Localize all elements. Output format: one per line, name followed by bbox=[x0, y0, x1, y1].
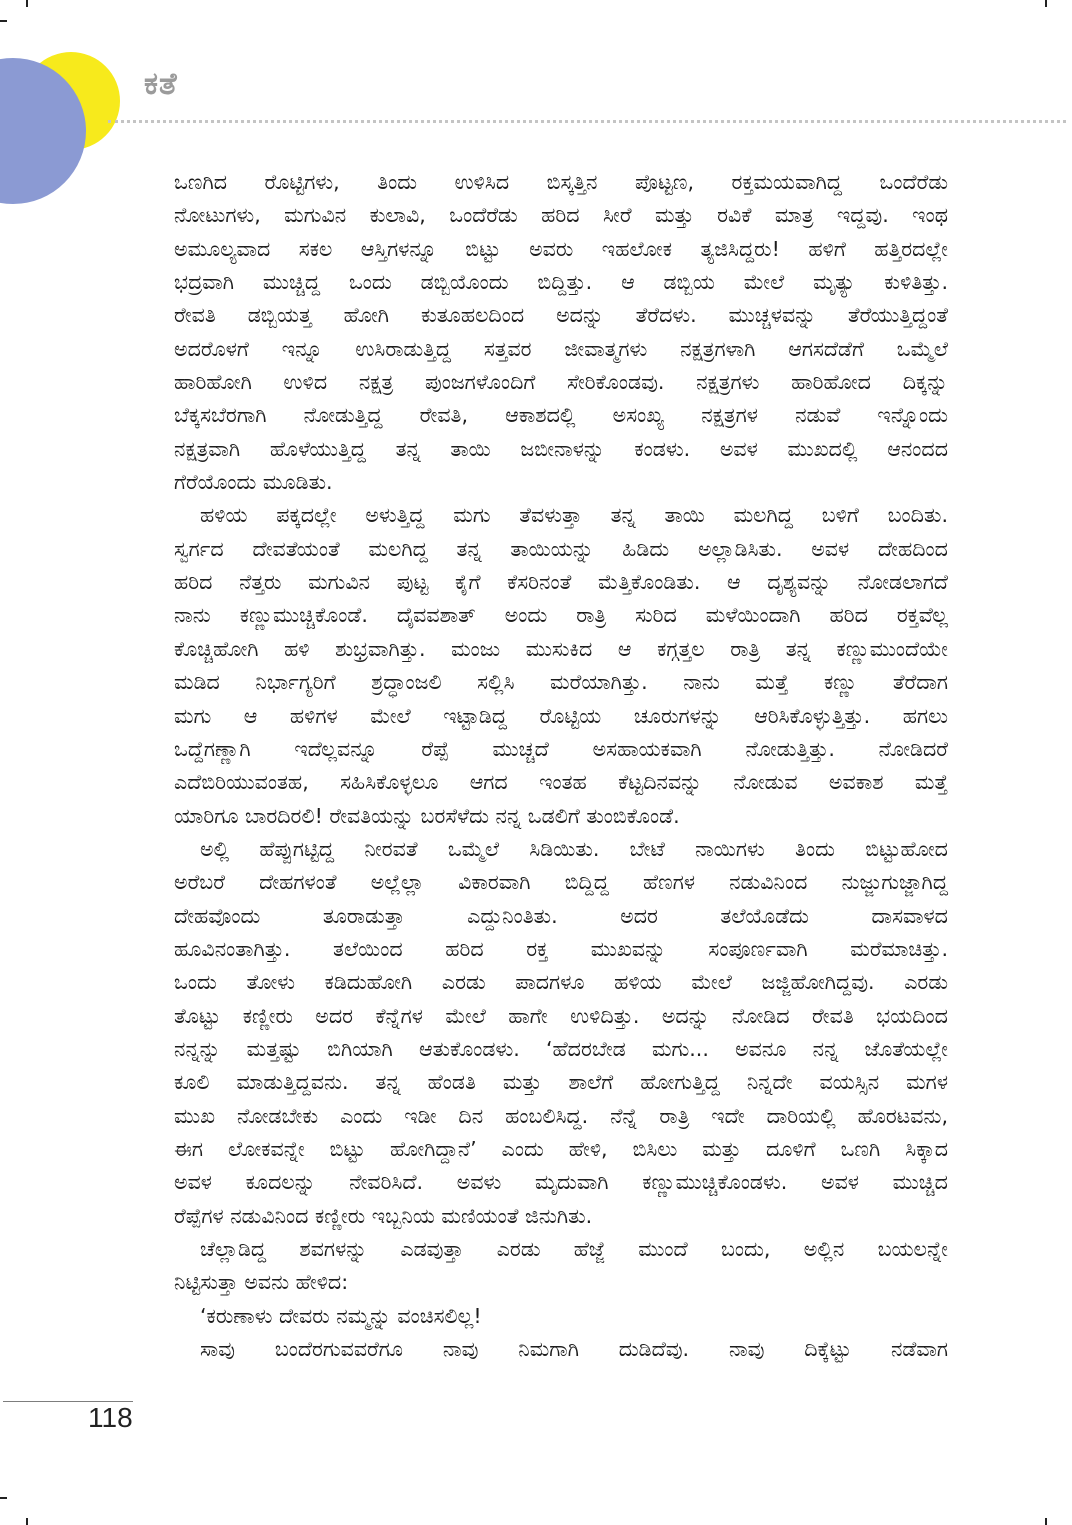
text-line: ಮಡಿದ ನಿರ್ಭಾಗ್ಯರಿಗೆ ಶ್ರದ್ಧಾಂಜಲಿ ಸಲ್ಲಿಸಿ ಮರೆಯಾಗಿತ್ತು. ನಾನು ಮತ್ತೆ ಕಣ್ಣು ತೆರೆದಾಗ bbox=[174, 670, 948, 695]
crop-mark-left-top bbox=[0, 20, 7, 22]
text-line: ರೆಪ್ಪೆಗಳ ನಡುವಿನಿಂದ ಕಣ್ಣೀರು ಇಬ್ಬನಿಯ ಮಣಿಯಂತೆ ಜಿನುಗಿತು. bbox=[174, 1203, 593, 1228]
text-line: ನಾನು ಕಣ್ಣುಮುಚ್ಚಿಕೊಂಡೆ. ದೈವವಶಾತ್ ಅಂದು ರಾತ್ರಿ ಸುರಿದ ಮಳೆಯಿಂದಾಗಿ ಹರಿದ ರಕ್ತವೆಲ್ಲ bbox=[174, 603, 948, 628]
crop-mark-top-left bbox=[26, 0, 28, 7]
text-line: ನಿಟ್ಟಿಸುತ್ತಾ ಅವನು ಹೇಳಿದ: bbox=[174, 1270, 349, 1295]
text-line: ದೇಹವೊಂದು ತೂರಾಡುತ್ತಾ ಎದ್ದುನಿಂತಿತು. ಅದರ ತಲೆಯೊಡೆದು ದಾಸವಾಳದ bbox=[174, 903, 948, 928]
text-line: ಯಾರಿಗೂ ಬಾರದಿರಲಿ! ರೇವತಿಯನ್ನು ಬರಸೆಳೆದು ನನ್ನ ಒಡಲಿಗೆ ತುಂಬಿಕೊಂಡೆ. bbox=[174, 803, 680, 828]
crop-mark-bottom-left bbox=[26, 1518, 28, 1525]
text-line: ಅದರೊಳಗೆ ಇನ್ನೂ ಉಸಿರಾಡುತ್ತಿದ್ದ ಸತ್ತವರ ಜೀವಾತ್ಮಗಳು ನಕ್ಷತ್ರಗಳಾಗಿ ಆಗಸದೆಡೆಗೆ ಒಮ್ಮೆಲೆ bbox=[174, 336, 948, 361]
text-line: ಚೆಲ್ಲಾಡಿದ್ದ ಶವಗಳನ್ನು ಎಡವುತ್ತಾ ಎರಡು ಹೆಜ್ಜೆ ಮುಂದೆ ಬಂದು, ಅಲ್ಲಿನ ಬಯಲನ್ನೇ bbox=[200, 1237, 948, 1261]
text-line: ತೊಟ್ಟು ಕಣ್ಣೀರು ಅದರ ಕೆನ್ನೆಗಳ ಮೇಲೆ ಹಾಗೇ ಉಳಿದಿತ್ತು. ಅದನ್ನು ನೋಡಿದ ರೇವತಿ ಭಯದಿಂದ bbox=[174, 1003, 948, 1028]
text-line: ಭದ್ರವಾಗಿ ಮುಚ್ಚಿದ್ದ ಒಂದು ಡಬ್ಬಿಯೊಂದು ಬಿದ್ದಿತ್ತು. ಆ ಡಬ್ಬಿಯ ಮೇಲೆ ಮೃತ್ಯು ಕುಳಿತಿತ್ತು. bbox=[174, 270, 948, 295]
page-number: 118 bbox=[88, 1402, 133, 1433]
text-line: ನನ್ನನ್ನು ಮತ್ತಷ್ಟು ಬಿಗಿಯಾಗಿ ಆತುಕೊಂಡಳು. ‘ಹೆದರಬೇಡ ಮಗು... ಅವನೂ ನನ್ನ ಜೊತೆಯಲ್ಲೇ bbox=[174, 1036, 948, 1061]
text-line: ರೇವತಿ ಡಬ್ಬಿಯತ್ತ ಹೋಗಿ ಕುತೂಹಲದಿಂದ ಅದನ್ನು ತೆರೆದಳು. ಮುಚ್ಚಳವನ್ನು ತೆರೆಯುತ್ತಿದ್ದಂತೆ bbox=[174, 303, 948, 328]
text-line: ಒದ್ದೆಗಣ್ಣಾಗಿ ಇದೆಲ್ಲವನ್ನೂ ರೆಪ್ಪೆ ಮುಚ್ಚದೆ ಅಸಹಾಯಕವಾಗಿ ನೋಡುತ್ತಿತ್ತು. ನೋಡಿದರೆ bbox=[174, 736, 948, 761]
text-line: ಅರೆಬರೆ ದೇಹಗಳಂತೆ ಅಲ್ಲೆಲ್ಲಾ ವಿಕಾರವಾಗಿ ಬಿದ್ದಿದ್ದ ಹೆಣಗಳ ನಡುವಿನಿಂದ ನುಜ್ಜುಗುಜ್ಜಾಗಿದ್ದ bbox=[174, 870, 948, 895]
text-line: ಅವಳ ಕೂದಲನ್ನು ನೇವರಿಸಿದೆ. ಅವಳು ಮೃದುವಾಗಿ ಕಣ್ಣುಮುಚ್ಚಿಕೊಂಡಳು. ಅವಳ ಮುಚ್ಚಿದ bbox=[174, 1170, 948, 1195]
text-line: ‘ಕರುಣಾಳು ದೇವರು ನಮ್ಮನ್ನು ವಂಚಿಸಲಿಲ್ಲ! bbox=[200, 1303, 482, 1328]
story-text bbox=[174, 166, 948, 1366]
text-line: ಎದೆಬಿರಿಯುವಂತಹ, ಸಹಿಸಿಕೊಳ್ಳಲೂ ಆಗದ ಇಂತಹ ಕೆಟ್ಟದಿನವನ್ನು ನೋಡುವ ಅವಕಾಶ ಮತ್ತೆ bbox=[174, 770, 948, 795]
crop-mark-bottom-right bbox=[1045, 1518, 1047, 1525]
text-line: ಮುಖ ನೋಡಬೇಕು ಎಂದು ಇಡೀ ದಿನ ಹಂಬಲಿಸಿದ್ದ. ನೆನ್ನೆ ರಾತ್ರಿ ಇದೇ ದಾರಿಯಲ್ಲಿ ಹೊರಟವನು, bbox=[174, 1103, 948, 1128]
text-line: ಕೊಚ್ಚಿಹೋಗಿ ಹಳಿ ಶುಭ್ರವಾಗಿತ್ತು. ಮಂಜು ಮುಸುಕಿದ ಆ ಕಗ್ಗತ್ತಲ ರಾತ್ರಿ ತನ್ನ ಕಣ್ಣುಮುಂದೆಯೇ bbox=[174, 636, 948, 661]
crop-mark-left-bottom bbox=[0, 1497, 7, 1499]
text-line: ಬೆಕ್ಕಸಬೆರಗಾಗಿ ನೋಡುತ್ತಿದ್ದ ರೇವತಿ, ಆಕಾಶದಲ್ಲಿ ಅಸಂಖ್ಯ ನಕ್ಷತ್ರಗಳ ನಡುವೆ ಇನ್ನೊಂದು bbox=[174, 403, 948, 428]
text-line: ಗೆರೆಯೊಂದು ಮೂಡಿತು. bbox=[174, 470, 333, 495]
text-line: ಒಂದು ತೋಳು ಕಡಿದುಹೋಗಿ ಎರಡು ಪಾದಗಳೂ ಹಳಿಯ ಮೇಲೆ ಜಜ್ಜಿಹೋಗಿದ್ದವು. ಎರಡು bbox=[174, 970, 948, 995]
text-line: ಅಮೂಲ್ಯವಾದ ಸಕಲ ಆಸ್ತಿಗಳನ್ನೂ ಬಿಟ್ಟು ಅವರು ಇಹಲೋಕ ತ್ಯಜಿಸಿದ್ದರು! ಹಳಿಗೆ ಹತ್ತಿರದಲ್ಲೇ bbox=[174, 236, 948, 261]
text-line: ಈಗ ಲೋಕವನ್ನೇ ಬಿಟ್ಟು ಹೋಗಿದ್ದಾನೆ’ ಎಂದು ಹೇಳಿ, ಬಿಸಿಲು ಮತ್ತು ದೂಳಿಗೆ ಒಣಗಿ ಸಿಕ್ಕಾದ bbox=[174, 1136, 948, 1161]
text-line: ಸ್ವರ್ಗದ ದೇವತೆಯಂತೆ ಮಲಗಿದ್ದ ತನ್ನ ತಾಯಿಯನ್ನು ಹಿಡಿದು ಅಲ್ಲಾಡಿಸಿತು. ಅವಳ ದೇಹದಿಂದ bbox=[174, 536, 948, 561]
section-title: ಕತೆ bbox=[144, 66, 178, 102]
text-line: ಹಾರಿಹೋಗಿ ಉಳಿದ ನಕ್ಷತ್ರ ಪುಂಜಗಳೊಂದಿಗೆ ಸೇರಿಕೊಂಡವು. ನಕ್ಷತ್ರಗಳು ಹಾರಿಹೋದ ದಿಕ್ಕನ್ನು bbox=[174, 370, 948, 395]
text-line: ನೋಟುಗಳು, ಮಗುವಿನ ಕುಲಾವಿ, ಒಂದೆರೆಡು ಹರಿದ ಸೀರೆ ಮತ್ತು ರವಿಕೆ ಮಾತ್ರ ಇದ್ದವು. ಇಂಥ bbox=[174, 203, 948, 228]
text-line: ಒಣಗಿದ ರೊಟ್ಟಿಗಳು, ತಿಂದು ಉಳಿಸಿದ ಬಿಸ್ಕತ್ತಿನ ಪೊಟ್ಟಣ, ರಕ್ತಮಯವಾಗಿದ್ದ ಒಂದೆರೆಡು bbox=[174, 170, 948, 194]
text-line: ಹೂವಿನಂತಾಗಿತ್ತು. ತಲೆಯಿಂದ ಹರಿದ ರಕ್ತ ಮುಖವನ್ನು ಸಂಪೂರ್ಣವಾಗಿ ಮರೆಮಾಚಿತ್ತು. bbox=[174, 936, 948, 961]
text-line: ಹರಿದ ನೆತ್ತರು ಮಗುವಿನ ಪುಟ್ಟ ಕೈಗೆ ಕೆಸರಿನಂತೆ ಮೆತ್ತಿಕೊಂಡಿತು. ಆ ದೃಶ್ಯವನ್ನು ನೋಡಲಾಗದೆ bbox=[174, 570, 948, 595]
text-line: ಅಲ್ಲಿ ಹೆಪ್ಪುಗಟ್ಟಿದ್ದ ನೀರವತೆ ಒಮ್ಮೆಲೆ ಸಿಡಿಯಿತು. ಬೇಟೆ ನಾಯಿಗಳು ತಿಂದು ಬಿಟ್ಟುಹೋದ bbox=[200, 836, 948, 861]
text-line: ಮಗು ಆ ಹಳಿಗಳ ಮೇಲೆ ಇಟ್ಟಾಡಿದ್ದ ರೊಟ್ಟಿಯ ಚೂರುಗಳನ್ನು ಆರಿಸಿಕೊಳ್ಳುತ್ತಿತ್ತು. ಹಗಲು bbox=[174, 703, 948, 728]
crop-mark-top-right bbox=[1045, 0, 1047, 7]
text-line: ಸಾವು ಬಂದೆರಗುವವರೆಗೂ ನಾವು ನಿಮಗಾಗಿ ದುಡಿದೆವು. ನಾವು ದಿಕ್ಕೆಟ್ಟು ನಡೆವಾಗ bbox=[200, 1337, 948, 1362]
text-line: ಕೂಲಿ ಮಾಡುತ್ತಿದ್ದವನು. ತನ್ನ ಹೆಂಡತಿ ಮತ್ತು ಶಾಲೆಗೆ ಹೋಗುತ್ತಿದ್ದ ನಿನ್ನದೇ ವಯಸ್ಸಿನ ಮಗಳ bbox=[174, 1070, 948, 1095]
text-line: ನಕ್ಷತ್ರವಾಗಿ ಹೊಳೆಯುತ್ತಿದ್ದ ತನ್ನ ತಾಯಿ ಜಬೀನಾಳನ್ನು ಕಂಡಳು. ಅವಳ ಮುಖದಲ್ಲಿ ಆನಂದದ bbox=[174, 436, 948, 461]
dotted-divider bbox=[108, 120, 1066, 123]
text-line: ಹಳಿಯ ಪಕ್ಕದಲ್ಲೇ ಅಳುತ್ತಿದ್ದ ಮಗು ತೆವಳುತ್ತಾ ತನ್ನ ತಾಯಿ ಮಲಗಿದ್ದ ಬಳಿಗೆ ಬಂದಿತು. bbox=[200, 503, 948, 528]
